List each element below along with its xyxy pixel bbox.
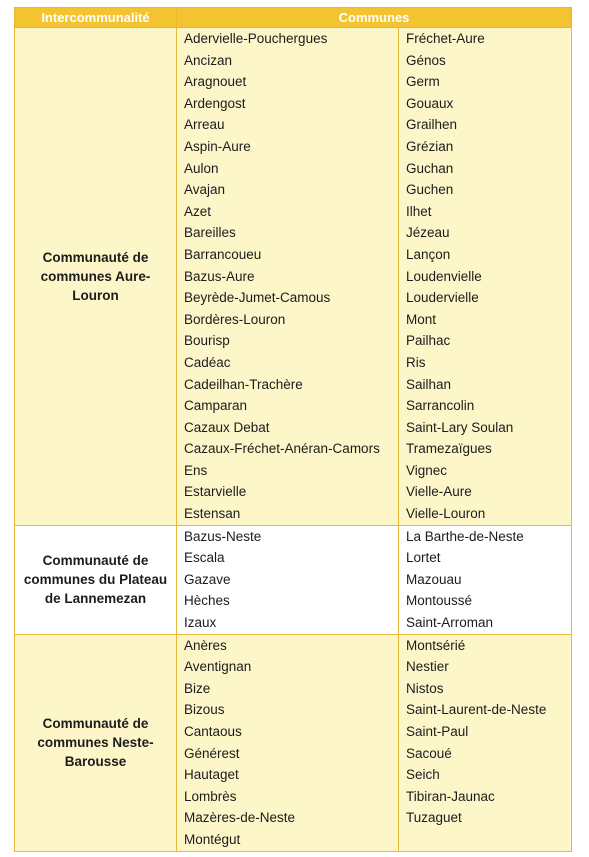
commune-item: Mazouau: [406, 571, 462, 587]
commune-item: Cadeilhan-Trachère: [184, 376, 303, 392]
commune-item: Seich: [406, 767, 440, 783]
intercommunalite-name: Communauté de communes du Plateau de Lannemezan: [15, 525, 177, 634]
communes-list-col2: [399, 28, 571, 525]
commune-item: Saint-Lary Soulan: [406, 419, 514, 435]
commune-item: Tramezaïgues: [406, 441, 492, 457]
commune-item: Saint-Arroman: [406, 615, 494, 631]
commune-item: Gouaux: [406, 95, 454, 111]
group-row-aure-louron: [15, 28, 572, 526]
commune-item: Mazères-de-Neste: [184, 810, 296, 826]
communes-list-col1: [177, 526, 398, 634]
intercommunalite-name: Communauté de communes Aure-Louron: [15, 28, 177, 526]
commune-item: Aventignan: [184, 659, 252, 675]
commune-item: Hautaget: [184, 767, 239, 783]
commune-item: Loudenvielle: [406, 268, 482, 284]
commune-item: Avajan: [184, 182, 226, 198]
commune-item: Estensan: [184, 506, 241, 522]
commune-item: Lançon: [406, 246, 451, 262]
commune-item: Aspin-Aure: [184, 138, 251, 154]
commune-item: Izaux: [184, 615, 217, 631]
commune-item: Cazaux Debat: [184, 419, 270, 435]
communes-list-col2: [399, 526, 571, 634]
group-row-neste-barousse: [15, 634, 572, 851]
commune-item: Vielle-Aure: [406, 484, 472, 500]
commune-item: Aulon: [184, 160, 219, 176]
commune-item: Grézian: [406, 138, 454, 154]
commune-item: Sacoué: [406, 745, 452, 761]
commune-item: Ris: [406, 354, 426, 370]
commune-item: Hèches: [184, 593, 230, 609]
commune-item: Bordères-Louron: [184, 311, 286, 327]
commune-item: Bazus-Neste: [184, 528, 262, 544]
header-communes: Communes: [177, 8, 572, 28]
commune-item: Grailhen: [406, 117, 458, 133]
commune-item: Ilhet: [406, 203, 432, 219]
commune-item: Adervielle-Pouchergues: [184, 31, 328, 46]
commune-item: Montsérié: [406, 637, 466, 653]
commune-item: Fréchet-Aure: [406, 31, 485, 46]
commune-item: Nestier: [406, 659, 449, 675]
commune-item: Nistos: [406, 680, 444, 696]
commune-item: Tibiran-Jaunac: [406, 788, 495, 804]
commune-item: Bareilles: [184, 225, 236, 241]
commune-item: Escala: [184, 550, 225, 566]
commune-item: Guchan: [406, 160, 454, 176]
commune-item: Ardengost: [184, 95, 246, 111]
commune-item: Arreau: [184, 117, 225, 133]
commune-item: Camparan: [184, 398, 248, 414]
commune-item: Bize: [184, 680, 211, 696]
intercommunalite-name: Communauté de communes Neste-Barousse: [15, 634, 177, 851]
commune-item: Cadéac: [184, 354, 231, 370]
commune-item: Azet: [184, 203, 212, 219]
commune-item: Pailhac: [406, 333, 451, 349]
commune-item: Aragnouet: [184, 74, 247, 90]
commune-item: Mont: [406, 311, 437, 327]
commune-item: La Barthe-de-Neste: [406, 528, 524, 544]
commune-item: Générest: [184, 745, 240, 761]
commune-item: Bizous: [184, 702, 225, 718]
commune-item: Ens: [184, 462, 208, 478]
commune-item: Vignec: [406, 462, 448, 478]
commune-item: Bazus-Aure: [184, 268, 255, 284]
commune-item: Cazaux-Fréchet-Anéran-Camors: [184, 441, 380, 457]
commune-item: Cantaous: [184, 724, 242, 739]
commune-item: Guchen: [406, 182, 454, 198]
commune-item: Montégut: [184, 831, 241, 847]
commune-item: Germ: [406, 74, 440, 90]
commune-item: Saint-Laurent-de-Neste: [406, 702, 547, 718]
commune-item: Sarrancolin: [406, 398, 475, 414]
commune-item: Saint-Paul: [406, 724, 469, 739]
commune-item: Lortet: [406, 550, 441, 566]
communes-list-col2: [399, 635, 571, 829]
communes-list-col1: [177, 28, 398, 525]
commune-item: Lombrès: [184, 788, 237, 804]
communes-table-page: [14, 7, 571, 852]
commune-item: Jézeau: [406, 225, 450, 241]
commune-item: Vielle-Louron: [406, 506, 486, 522]
commune-item: Tuzaguet: [406, 810, 462, 826]
commune-item: Loudervielle: [406, 290, 479, 306]
commune-item: Sailhan: [406, 376, 452, 392]
commune-item: Bourisp: [184, 333, 230, 349]
commune-item: Barrancoueu: [184, 246, 262, 262]
header-intercommunalite: Intercommunalité: [15, 8, 177, 28]
commune-item: Beyrède-Jumet-Camous: [184, 290, 331, 306]
commune-item: Génos: [406, 52, 446, 68]
commune-item: Anères: [184, 637, 227, 653]
table-header-row: [15, 8, 572, 28]
communes-table: [14, 7, 572, 852]
commune-item: Montoussé: [406, 593, 473, 609]
commune-item: Gazave: [184, 571, 231, 587]
commune-item: Estarvielle: [184, 484, 247, 500]
group-row-plateau-lannemezan: [15, 525, 572, 634]
commune-item: Ancizan: [184, 52, 233, 68]
communes-list-col1: [177, 635, 398, 851]
